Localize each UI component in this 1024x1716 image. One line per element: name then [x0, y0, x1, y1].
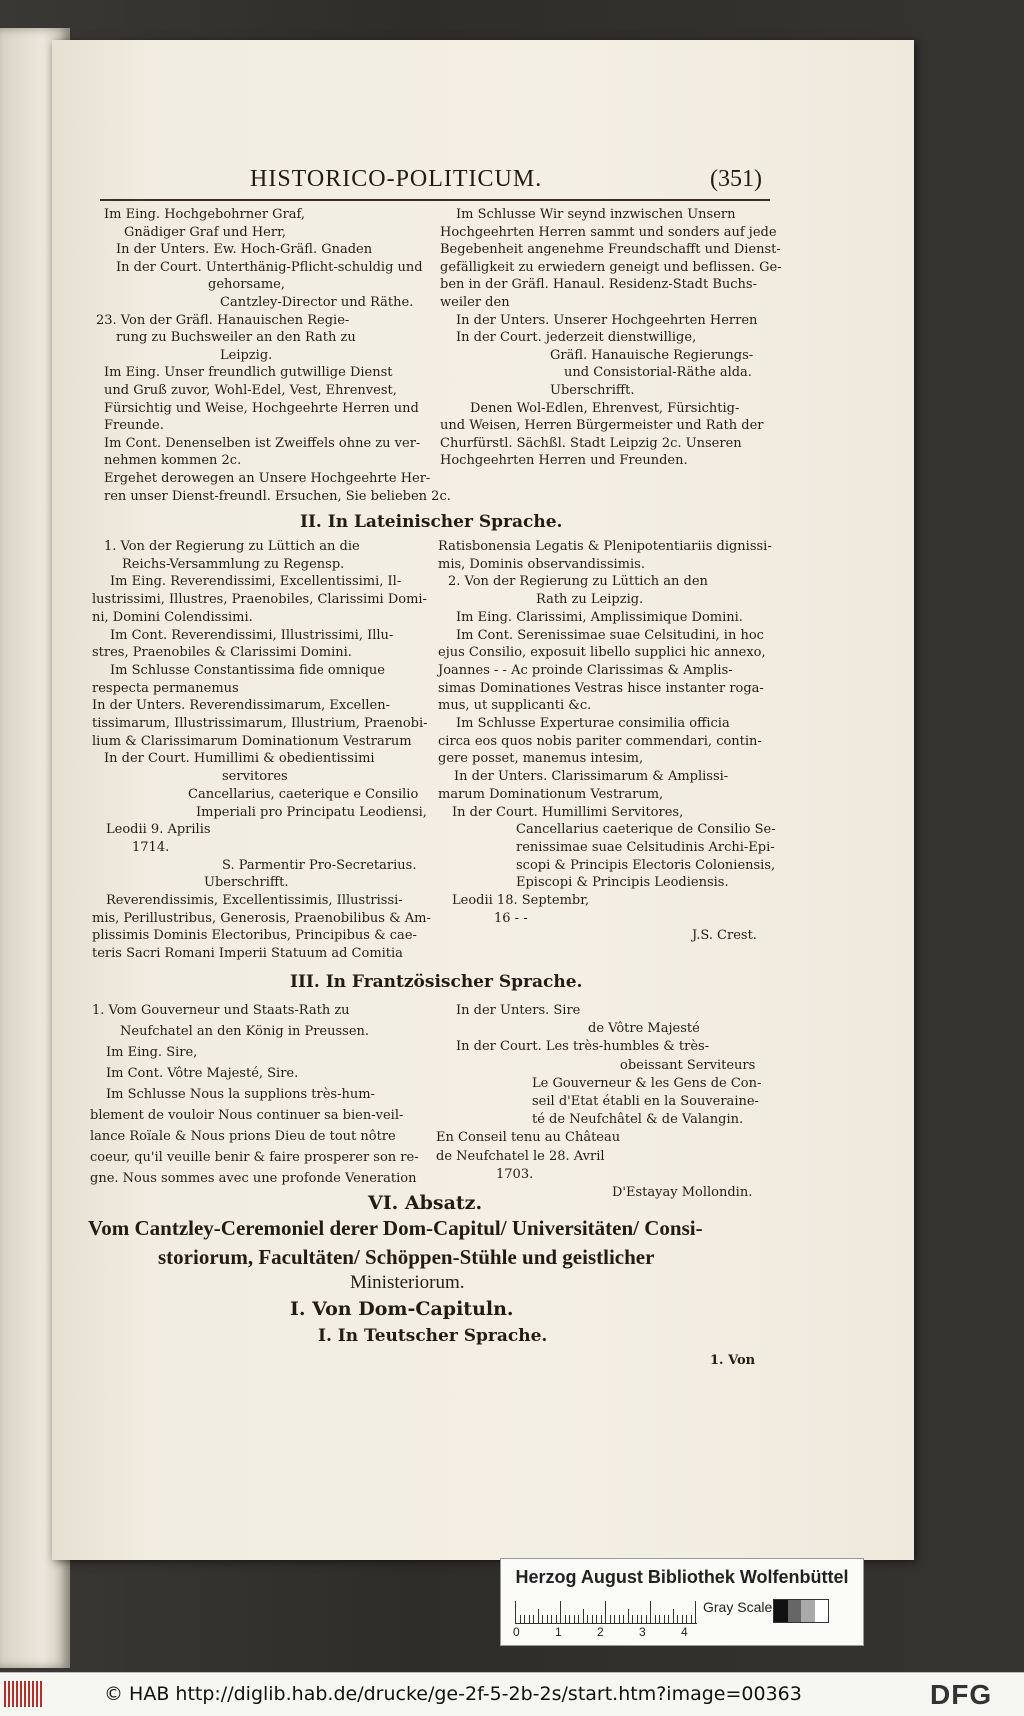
scale-tick [677, 1615, 678, 1623]
text-line: Im Eing. Hochgebohrner Graf, [104, 207, 306, 222]
scale-number: 0 [513, 1625, 520, 1639]
scale-tick [691, 1615, 692, 1623]
text-line: Churfürstl. Sächßl. Stadt Leipzig 2c. Unseren [440, 435, 742, 451]
text-line: scopi & Principis Electoris Coloniensis, [516, 857, 776, 873]
text-line: und Weisen, Herren Bürgermeister und Rath der [440, 418, 764, 434]
scale-tick [565, 1615, 566, 1623]
text-line: En Conseil tenu au Château [436, 1130, 621, 1146]
scale-tick [637, 1615, 638, 1623]
scale-number: 4 [681, 1625, 688, 1639]
text-line: renissimae suae Celsitudinis Archi-Epi- [516, 839, 775, 855]
text-line: Cantzley-Director und Räthe. [220, 295, 414, 310]
text-line: In der Court. Unterthänig-Pflicht-schuldig und [116, 259, 423, 275]
text-line: Im Cont. Denenselben ist Zweiffels ohne zu ver- [104, 435, 421, 451]
text-line: Gnädiger Graf und Herr, [124, 224, 287, 240]
scale-number: 1 [555, 1625, 562, 1639]
text-line: circa eos quos nobis pariter commendari, contin- [438, 733, 762, 749]
text-line: Im Eing. Reverendissimi, Excellentissimi, Il- [110, 574, 402, 590]
text-line: de Neufchatel le 28. Avril [436, 1148, 605, 1164]
text-line: servitores [222, 769, 288, 785]
text-line: In der Court. Les très-humbles & très- [456, 1039, 710, 1055]
text-line: Fürsichtig und Weise, Hochgeehrte Herren und [104, 400, 419, 416]
absatz-heading-line1: Vom Cantzley-Ceremoniel derer Dom-Capitul/ Universitäten/ Consi- [88, 1216, 703, 1240]
library-label-card [500, 1558, 864, 1646]
scale-tick [619, 1615, 620, 1623]
section-latin-heading: II. In Lateinischer Sprache. [300, 512, 563, 532]
subheading-teutscher-sprache: I. In Teutscher Sprache. [318, 1326, 548, 1346]
scale-tick [542, 1615, 543, 1623]
scale-tick [623, 1615, 624, 1623]
text-line: Im Cont. Vôtre Majesté, Sire. [106, 1066, 299, 1081]
scale-tick [574, 1615, 575, 1623]
text-line: ben in der Gräfl. Hanaul. Residenz-Stadt Buchs- [440, 277, 757, 293]
scale-tick [668, 1615, 669, 1623]
scale-tick [583, 1609, 584, 1623]
text-line: In der Court. Humillimi & obedientissimi [104, 751, 375, 767]
text-line: Neufchatel an den König in Preussen. [120, 1024, 370, 1039]
text-line: lium & Clarissimarum Dominationum Vestrarum [92, 733, 412, 749]
absatz-title: VI. Absatz. [368, 1192, 483, 1214]
scale-tick [569, 1615, 570, 1623]
text-line: obeissant Serviteurs [620, 1057, 756, 1073]
absatz-heading-line3: Ministeriorum. [350, 1272, 465, 1293]
text-line: teris Sacri Romani Imperii Statuum ad Comitia [92, 946, 403, 962]
text-line: In der Unters. Reverendissimarum, Excellen- [92, 698, 391, 714]
text-line: gne. Nous sommes avec une profonde Veneration [90, 1171, 417, 1186]
text-line: respecta permanemus [92, 680, 239, 696]
scale-ruler [515, 1597, 697, 1624]
text-line: de Vôtre Majesté [588, 1021, 700, 1037]
scale-tick [610, 1615, 611, 1623]
text-line: Im Schlusse Nous la supplions très-hum- [106, 1087, 375, 1102]
text-line: In der Unters. Clarissimarum & Amplissi- [454, 769, 729, 785]
text-line: und Consistorial-Räthe alda. [564, 365, 752, 381]
text-line: Hochgeehrten Herren sammt und sonders auf jede [440, 224, 777, 240]
scale-number: 3 [639, 1625, 646, 1639]
scale-tick [614, 1615, 615, 1623]
text-line: Episcopi & Principis Leodiensis. [516, 875, 729, 891]
text-line: Im Eing. Unser freundlich gutwillige Dienst [104, 365, 393, 381]
page-number: (351) [710, 166, 762, 192]
text-line: Begebenheit angenehme Freundschafft und Dienst- [440, 242, 781, 258]
catchword: 1. Von [710, 1353, 756, 1368]
text-line: In der Unters. Unserer Hochgeehrten Herren [456, 312, 758, 328]
text-line: Uberschrifft. [550, 383, 635, 398]
text-line: gehorsame, [208, 277, 286, 293]
scale-tick [682, 1615, 683, 1623]
text-line: Uberschrifft. [204, 875, 289, 891]
text-line: rung zu Buchsweiler an den Rath zu [116, 330, 356, 346]
text-line: 1. Vom Gouverneur und Staats-Rath zu [92, 1003, 350, 1018]
text-line: gefälligkeit zu erwiedern geneigt und beflissen. Ge- [440, 259, 782, 275]
absatz-heading-line2: storiorum, Facultäten/ Schöppen-Stühle und geistlicher [158, 1245, 655, 1269]
scale-tick [578, 1615, 579, 1623]
text-line: 2. Von der Regierung zu Lüttich an den [448, 574, 708, 590]
text-line: Freunde. [104, 418, 164, 434]
text-line: In der Unters. Ew. Hoch-Gräfl. Gnaden [116, 242, 373, 258]
scale-tick [641, 1615, 642, 1623]
text-line: Cancellarius caeterique de Consilio Se- [516, 822, 776, 838]
text-line: 1714. [132, 839, 170, 855]
scale-tick [686, 1615, 687, 1623]
footer-bar [0, 1672, 1024, 1716]
scale-tick [632, 1615, 633, 1623]
text-line: Im Cont. Serenissimae suae Celsitudini, in hoc [456, 627, 764, 643]
text-line: mis, Perillustribus, Generosis, Praenobilibus & Am- [92, 910, 431, 926]
gray-scale-bar [773, 1599, 829, 1623]
text-line: seil d'Etat établi en la Souveraine- [532, 1094, 759, 1109]
gray-scale-label: Gray Scale [703, 1599, 773, 1615]
header-rule [100, 199, 770, 201]
text-line: Imperiali pro Principatu Leodiensi, [196, 804, 427, 820]
text-line: Leodii 9. Aprilis [106, 822, 211, 838]
text-line: In der Court. Humillimi Servitores, [452, 804, 684, 820]
scale-tick [646, 1615, 647, 1623]
text-line: mis, Dominis observandissimis. [438, 556, 645, 572]
text-line: Ergehet derowegen an Unsere Hochgeehrte Her- [104, 471, 431, 486]
text-line: marum Dominationum Vestrarum, [438, 786, 664, 802]
text-line: Leodii 18. Septembr, [452, 893, 590, 908]
scale-tick [556, 1615, 557, 1623]
text-line: Im Schlusse Experturae consimilia officia [456, 716, 730, 731]
scale-tick [520, 1615, 521, 1623]
scale-tick [529, 1615, 530, 1623]
text-line: In der Court. jederzeit dienstwillige, [456, 330, 697, 346]
text-line: 1. Von der Regierung zu Lüttich an die [104, 539, 360, 554]
scale-tick [673, 1609, 674, 1623]
dfg-logo: DFG [930, 1679, 993, 1710]
scale-tick [659, 1615, 660, 1623]
running-header: HISTORICO-POLITICUM. [250, 166, 543, 192]
text-line: In der Unters. Sire [456, 1003, 581, 1018]
text-line: Denen Wol-Edlen, Ehrenvest, Fürsichtig- [470, 400, 740, 416]
hab-barcode-icon [4, 1681, 44, 1707]
text-line: Rath zu Leipzig. [536, 592, 644, 608]
text-line: blement de vouloir Nous continuer sa bien-veil- [90, 1108, 404, 1123]
text-line: Ratisbonensia Legatis & Plenipotentiariis dignissi- [438, 539, 772, 554]
scale-tick [664, 1615, 665, 1623]
text-line: plissimis Dominis Electoribus, Principibus & cae- [92, 928, 417, 944]
text-line: Cancellarius, caeterique e Consilio [188, 786, 419, 802]
text-line: D'Estayay Mollondin. [612, 1185, 753, 1200]
text-line: Im Cont. Reverendissimi, Illustrissimi, Illu- [110, 627, 394, 643]
text-line: Gräfl. Hanauische Regierungs- [550, 347, 754, 363]
scale-tick [515, 1601, 516, 1623]
text-line: weiler den [440, 295, 510, 310]
text-line: lustrissimi, Illustres, Praenobiles, Clarissimi Domi- [92, 592, 427, 608]
text-line: Reichs-Versammlung zu Regensp. [122, 556, 345, 572]
scale-tick [560, 1601, 561, 1623]
section-french-heading: III. In Frantzösischer Sprache. [290, 972, 583, 992]
scale-tick [655, 1615, 656, 1623]
subheading-dom-capituln: I. Von Dom-Capituln. [290, 1298, 514, 1320]
text-line: Joannes - - Ac proinde Clarissimas & Amplis- [438, 662, 733, 678]
library-name: Herzog August Bibliothek Wolfenbüttel [515, 1567, 849, 1587]
text-line: Reverendissimis, Excellentissimis, Illustrissi- [106, 893, 403, 908]
scale-tick [650, 1601, 651, 1623]
scale-tick [628, 1609, 629, 1623]
scale-tick [533, 1615, 534, 1623]
text-line: té de Neufchâtel & de Valangin. [532, 1112, 744, 1128]
text-line: ren unser Dienst-freundl. Ersuchen, Sie belieben 2c. [104, 488, 451, 504]
text-line: S. Parmentir Pro-Secretarius. [222, 857, 417, 873]
text-line: 16 - - [494, 910, 528, 926]
text-line: 23. Von der Gräfl. Hanauischen Regie- [96, 312, 350, 328]
text-line: mus, ut supplicanti &c. [438, 698, 592, 714]
scale-tick [596, 1615, 597, 1623]
scale-tick [601, 1615, 602, 1623]
text-line: nehmen kommen 2c. [104, 453, 242, 469]
footer-url-link[interactable]: © HAB http://diglib.hab.de/drucke/ge-2f-5-2b-2s/start.htm?image=00363 [104, 1683, 802, 1705]
text-line: und Gruß zuvor, Wohl-Edel, Vest, Ehrenvest, [104, 383, 397, 398]
scale-tick [587, 1615, 588, 1623]
text-line: J.S. Crest. [692, 928, 757, 944]
text-line: lance Roïale & Nous prions Dieu de tout nôtre [90, 1129, 396, 1144]
text-line: simas Dominationes Vestras hisce instanter roga- [438, 680, 764, 696]
scale-tick [551, 1615, 552, 1623]
text-line: Leipzig. [220, 347, 273, 363]
text-line: Im Schlusse Wir seynd inzwischen Unsern [456, 207, 736, 222]
scale-tick [592, 1615, 593, 1623]
text-line: Le Gouverneur & les Gens de Con- [532, 1075, 762, 1091]
text-line: coeur, qu'il veuille benir & faire prosperer son re- [90, 1150, 419, 1165]
scale-tick [695, 1601, 696, 1623]
scale-tick [605, 1601, 606, 1623]
text-line: Im Eing. Clarissimi, Amplissimique Domini. [456, 609, 743, 625]
scale-tick [538, 1609, 539, 1623]
scale-tick [524, 1615, 525, 1623]
text-line: Im Schlusse Constantissima fide omnique [110, 662, 385, 678]
text-line: 1703. [496, 1166, 534, 1182]
text-line: Hochgeehrten Herren und Freunden. [440, 453, 688, 469]
text-line: Im Eing. Sire, [106, 1045, 198, 1060]
scale-number: 2 [597, 1625, 604, 1639]
text-line: ejus Consilio, exposuit libello supplici hic annexo, [438, 645, 766, 661]
text-line: ni, Domini Colendissimi. [92, 609, 253, 625]
scale-tick [547, 1615, 548, 1623]
text-line: tissimarum, Illustrissimarum, Illustrium, Praenobi- [92, 716, 428, 731]
text-line: gere posset, manemus intesim, [438, 751, 644, 767]
text-line: stres, Praenobiles & Clarissimi Domini. [92, 645, 352, 661]
